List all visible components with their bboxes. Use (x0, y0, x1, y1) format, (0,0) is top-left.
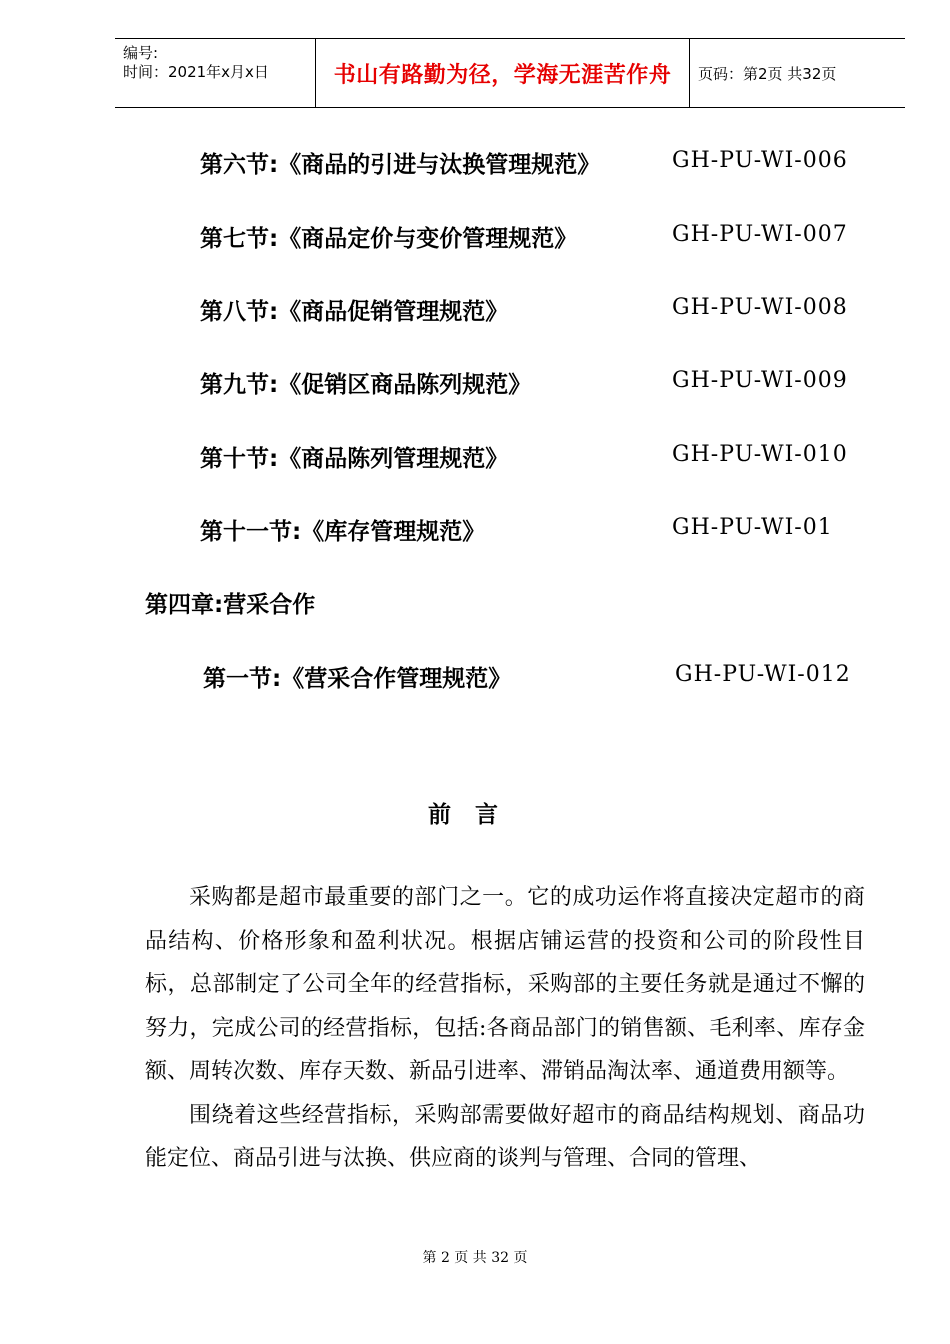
preface-paragraph: 围绕着这些经营指标，采购部需要做好超市的商品结构规划、商品功能定位、商品引进与汰换、供应商的谈判与管理、合同的管理、 (145, 1102, 865, 1171)
number-label: 编号: (123, 44, 159, 62)
toc-entry-code: GH-PU-WI-008 (672, 295, 848, 320)
preface-paragraph: 采购都是超市最重要的部门之一。它的成功运作将直接决定超市的商品结构、价格形象和盈利状况。根据店铺运营的投资和公司的阶段性目标，总部制定了公司全年的经营指标，采购部的主要任务就是通过不懈的努力，完成公司的经营指标，包括:各商品部门的销售额、毛利率、库存金额、周转次数、库存天数、新品引进率、滞销品淘汰率、通道费用额等。 (145, 885, 865, 1084)
toc-entry-title: 第十一节:《库存管理规范》 (200, 519, 486, 545)
preface-body (145, 876, 865, 1181)
toc-entry-title: 第八节:《商品促销管理规范》 (200, 299, 509, 325)
toc-entry-code: GH-PU-WI-010 (672, 442, 848, 467)
time-label: 时间：2021年x月x日 (123, 63, 269, 81)
chapter-heading: 第四章:营采合作 (145, 592, 316, 618)
page-footer: 第 2 页 共 32 页 (422, 1250, 528, 1266)
header-motto-cell (316, 39, 690, 107)
header-meta-cell (115, 39, 316, 107)
toc-entry-title: 第六节:《商品的引进与汰换管理规范》 (200, 152, 601, 178)
toc-entry-title: 第一节:《营采合作管理规范》 (203, 666, 512, 692)
toc-entry-code: GH-PU-WI-006 (672, 148, 848, 173)
toc-entry-title: 第九节:《促销区商品陈列规范》 (200, 372, 532, 398)
toc-entry-code: GH-PU-WI-007 (672, 222, 848, 247)
header-page-label: 页码：第2页 共32页 (698, 64, 837, 83)
toc-entry-title: 第七节:《商品定价与变价管理规范》 (200, 226, 578, 252)
toc-entry-code: GH-PU-WI-012 (675, 662, 851, 687)
header-motto: 书山有路勤为径，学海无涯苦作舟 (333, 62, 672, 88)
preface-title: 前言 (428, 801, 522, 828)
page-header (115, 38, 905, 108)
toc-entry-title: 第十节:《商品陈列管理规范》 (200, 446, 509, 472)
toc-entry-code: GH-PU-WI-01 (672, 515, 833, 540)
toc-entry-code: GH-PU-WI-009 (672, 368, 848, 393)
